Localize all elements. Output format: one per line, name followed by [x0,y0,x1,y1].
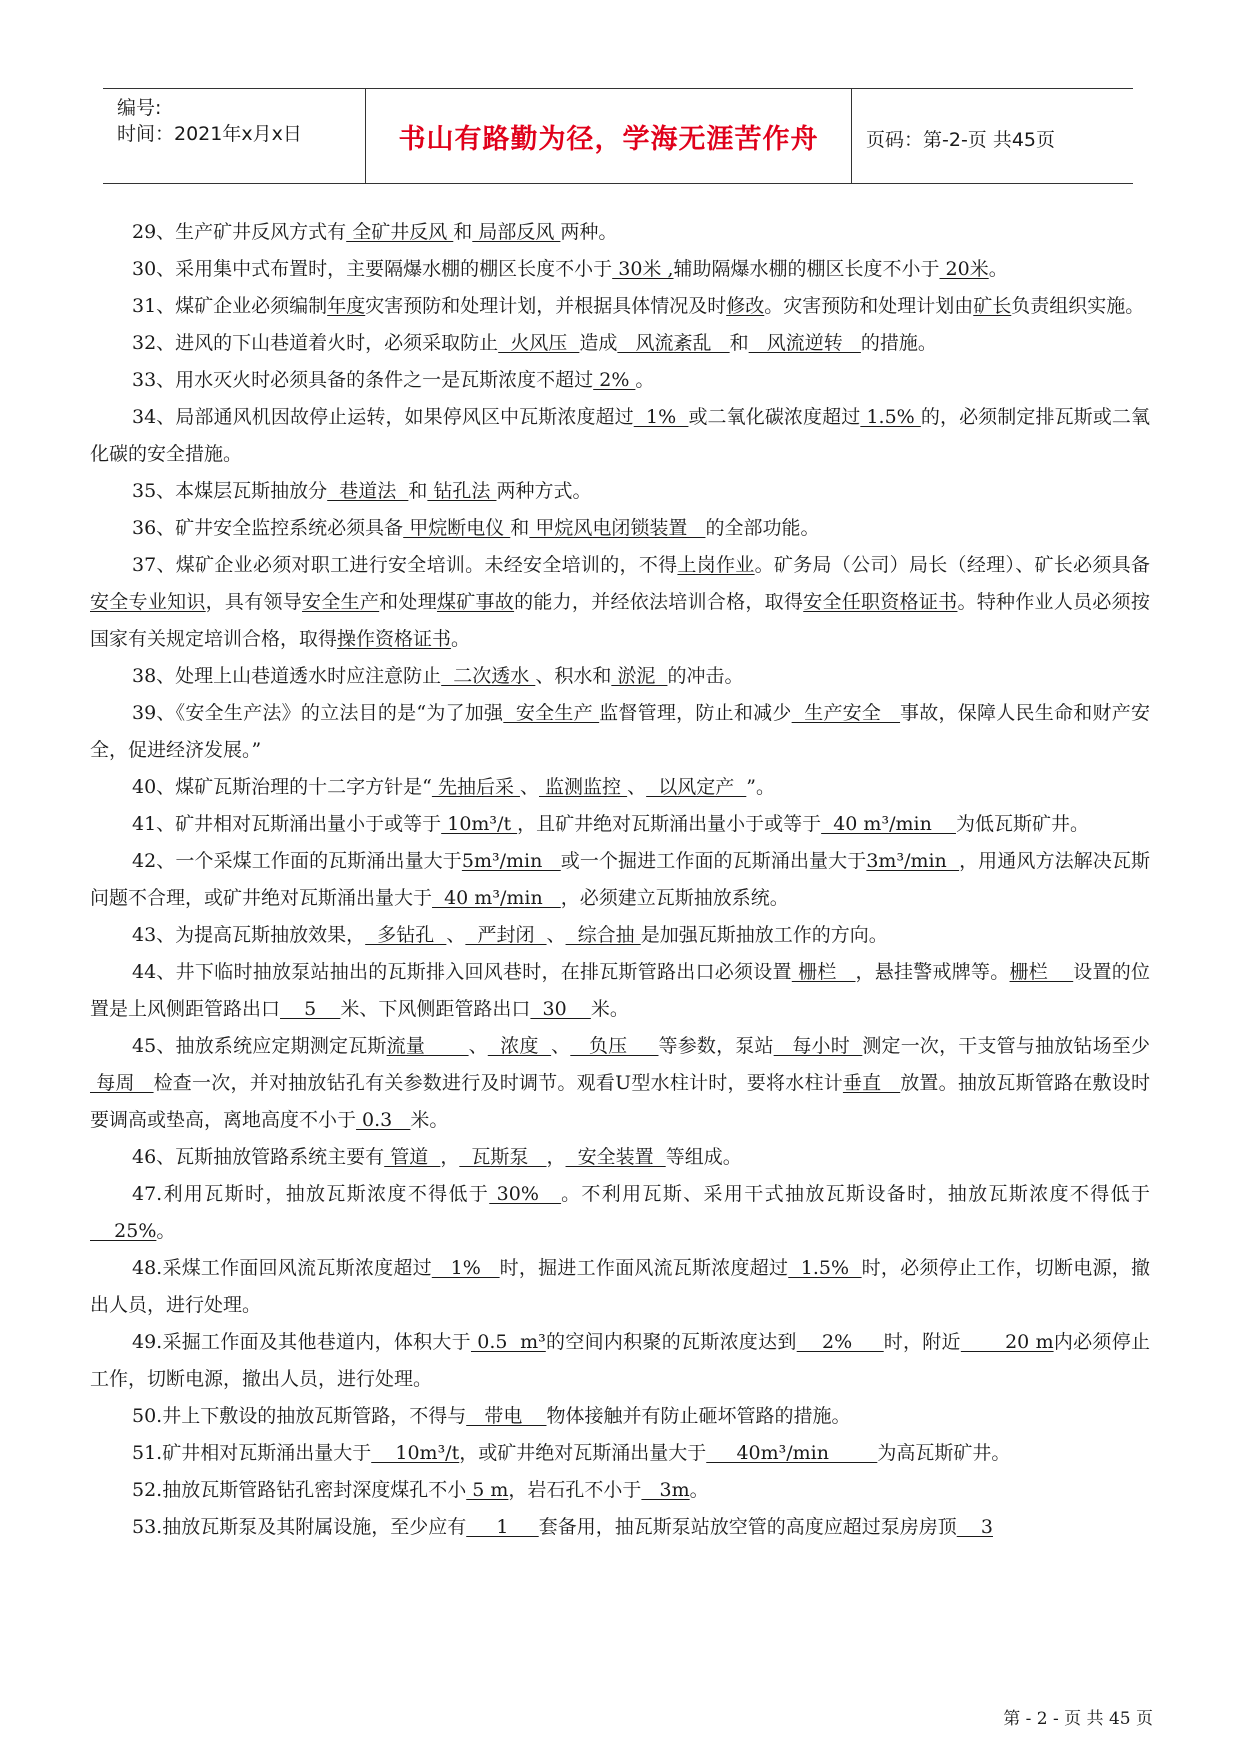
question-item [90,843,1150,917]
question-text: 42、一个采煤工作面的瓦斯涌出量大于 [132,850,462,872]
question-text: 套备用，抽瓦斯泵站放空管的高度应超过泵房房顶 [538,1516,957,1538]
answer-blank: 风流逆转 [748,332,861,354]
header-page-cell [852,89,1133,183]
question-text: 时，必须停止工作，切断电源，撤出人员，进行处理。 [90,1257,1150,1316]
question-text: 。 [689,1479,709,1501]
question-text: 为低瓦斯矿井。 [955,813,1089,835]
question-text: 43、为提高瓦斯抽放效果， [132,924,366,946]
question-text: ”。 [746,776,776,798]
question-text: 的措施。 [860,332,937,354]
question-item [90,1028,1150,1139]
answer-blank: 30% [489,1183,562,1205]
question-text: 37、煤矿企业必须对职工进行安全培训。未经安全培训的，不得 [132,554,678,576]
serial-label: 编号: [117,97,162,119]
question-text: 辅助隔爆水棚的棚区长度不小于 [673,258,940,280]
question-text: 的冲击。 [667,665,744,687]
answer-blank: 局部反风 [472,221,561,243]
answer-blank: 安全任职资格证书 [803,591,958,613]
answer-blank: 40 m³/min [432,887,561,909]
question-text: 、 [520,776,540,798]
answer-blank: 负压 [570,1035,659,1057]
question-text: 或二氧化碳浓度超过 [688,406,861,428]
question-item [90,251,1150,288]
question-text: 。 [156,1220,176,1242]
answer-blank: 垂直 [842,1072,901,1094]
question-text: 52.抽放瓦斯管路钻孔密封深度煤孔不小 [132,1479,467,1501]
question-item [90,1250,1150,1324]
answer-blank: 10m³/t [441,813,518,835]
answer-blank: 1% [633,406,689,428]
answer-blank: 1.5% [860,406,921,428]
question-text: 米、下风侧距管路出口 [340,998,531,1020]
question-item [90,954,1150,1028]
question-text: 48.采煤工作面回风流瓦斯浓度超过 [132,1257,432,1279]
question-text: 的全部功能。 [705,517,820,539]
answer-blank: 甲烷风电闭锁装置 [529,517,706,539]
question-text: 检查一次，并对抽放钻孔有关参数进行及时调节。观看U型水柱计时，要将水柱计 [153,1072,843,1094]
answer-blank: 以风定产 [646,776,747,798]
question-text: 是加强瓦斯抽放工作的方向。 [640,924,888,946]
question-text: 、 [546,924,566,946]
question-text: 两种方式。 [496,480,592,502]
question-text: ， [546,1146,566,1168]
motto: 书山有路勤为径，学海无涯苦作舟 [398,124,819,155]
question-text: 事故，保障人民生命和财产安全，促进经济发展。” [90,702,1150,761]
question-item [90,806,1150,843]
answer-blank: 安全生产 [503,702,600,724]
answer-blank: 淤泥 [611,665,668,687]
answer-blank: 多钻孔 [365,924,447,946]
question-text: 和处理 [379,591,437,613]
question-text: ，悬挂警戒牌等。 [855,961,1010,983]
question-item [90,547,1150,658]
answer-blank: 10m³/t [371,1442,460,1464]
question-text: 29、生产矿井反风方式有 [132,221,347,243]
answer-blank: 生产安全 [791,702,901,724]
answer-blank: 二次透水 [441,665,536,687]
header-info-cell [103,89,366,183]
question-item [90,288,1150,325]
question-text: 等参数，泵站 [658,1035,774,1057]
header-motto-cell [366,89,852,183]
answer-blank: 2% [593,369,636,391]
answer-blank: 综合抽 [565,924,641,946]
answer-blank: 安全装置 [565,1146,666,1168]
question-text: ，岩石孔不小于 [508,1479,642,1501]
question-text: 测定一次，干支管与抽放钻场至少 [862,1035,1150,1057]
question-text: 、 [627,776,647,798]
answer-blank: 管道 [384,1146,441,1168]
question-text: 。灾害预防和处理计划由 [764,295,974,317]
question-item [90,1435,1150,1472]
question-text: 时，掘进工作面风流瓦斯浓度超过 [499,1257,789,1279]
question-text: 和 [510,517,530,539]
answer-blank: 5 [280,998,341,1020]
answer-blank: 风流紊乱 [617,332,730,354]
answer-blank: 火风压 [498,332,580,354]
question-text: 或一个掘进工作面的瓦斯涌出量大于 [560,850,867,872]
question-text: ，或矿井绝对瓦斯涌出量大于 [459,1442,707,1464]
question-text: 灾害预防和处理计划，并根据具体情况及时 [365,295,727,317]
question-text: 米。 [410,1109,449,1131]
answer-blank: 3m³/min [866,850,960,872]
question-text: 等组成。 [665,1146,742,1168]
question-text: 36、矿井安全监控系统必须具备 [132,517,404,539]
answer-blank: 流量 [386,1035,469,1057]
answer-blank: 矿长 [973,295,1012,317]
answer-blank: 30 [530,998,591,1020]
answer-blank: 先抽后采 [431,776,520,798]
question-item [90,1139,1150,1176]
answer-blank: 40 m³/min [821,813,956,835]
question-item [90,362,1150,399]
question-text: ，具有领导 [205,591,303,613]
question-text: ，必须建立瓦斯抽放系统。 [560,887,789,909]
answer-blank: 监测监控 [539,776,628,798]
question-text: 和 [453,221,473,243]
time-label: 时间：2021年x月x日 [117,123,302,145]
question-text: 。 [451,628,471,650]
question-text: 和 [729,332,749,354]
answer-blank: 5 m [466,1479,509,1501]
question-text: 51.矿井相对瓦斯涌出量大于 [132,1442,372,1464]
question-text: 。 [988,258,1008,280]
question-text: ，用通风方法解决瓦斯问题不合理，或矿井绝对瓦斯涌出量大于 [90,850,1150,909]
question-text: 40、煤矿瓦斯治理的十二字方针是“ [132,776,432,798]
answer-blank: 巷道法 [327,480,409,502]
question-text: 米。 [590,998,629,1020]
question-item [90,658,1150,695]
question-text: 41、矿井相对瓦斯涌出量小于或等于 [132,813,442,835]
question-item [90,1509,1150,1546]
page-footer: 第 - 2 - 页 共 45 页 [1003,1709,1153,1729]
question-item [90,473,1150,510]
question-item [90,1472,1150,1509]
question-item [90,399,1150,473]
question-text: 的，必须制定排瓦斯或二氧化碳的安全措施。 [90,406,1150,465]
answer-blank: 栅栏 [791,961,856,983]
question-text: 为高瓦斯矿井。 [877,1442,1011,1464]
question-text: 38、处理上山巷道透水时应注意防止 [132,665,442,687]
answer-blank: 30米 , [612,258,674,280]
question-text: 50.井上下敷设的抽放瓦斯管路，不得与 [132,1405,467,1427]
answer-blank: 操作资格证书 [337,628,452,650]
question-text: 33、用水灭火时必须具备的条件之一是瓦斯浓度不超过 [132,369,594,391]
question-text: 造成 [579,332,618,354]
question-text: 的能力，并经依法培训合格，取得 [514,591,804,613]
question-text: 31、煤矿企业必须编制 [132,295,328,317]
question-text: ，且矿井绝对瓦斯涌出量小于或等于 [517,813,822,835]
question-text: 。特种作业人员必须按国家有关规定培训合格，取得 [90,591,1150,650]
answer-blank: 安全专业知识 [90,591,206,613]
answer-blank: 1 [466,1516,539,1538]
question-text: 45、抽放系统应定期测定瓦斯 [132,1035,387,1057]
question-text: 、 [446,924,466,946]
question-text: 。不利用瓦斯、采用干式抽放瓦斯设备时，抽放瓦斯浓度不得低于 [561,1183,1150,1205]
answer-blank: 3 [956,1516,993,1538]
answer-blank: 每周 [90,1072,154,1094]
question-text: 内必须停止工作，切断电源，撤出人员，进行处理。 [90,1331,1150,1390]
question-text: 35、本煤层瓦斯抽放分 [132,480,328,502]
question-item [90,917,1150,954]
answer-blank: 3m [641,1479,690,1501]
question-text: 39、《安全生产法》的立法目的是“为了加强 [132,702,504,724]
question-text: 53.抽放瓦斯泵及其附属设施，至少应有 [132,1516,467,1538]
answer-blank: 20米 [939,258,989,280]
answer-blank: 每小时 [773,1035,863,1057]
question-item [90,769,1150,806]
answer-blank: 1% [431,1257,500,1279]
answer-blank: 25% [90,1220,157,1242]
question-text: 30、采用集中式布置时，主要隔爆水棚的棚区长度不小于 [132,258,613,280]
answer-blank: 20 m [960,1331,1054,1353]
answer-blank: 甲烷断电仪 [403,517,511,539]
question-item [90,695,1150,769]
question-text: 物体接触并有防止砸坏管路的措施。 [546,1405,851,1427]
answer-blank: 修改 [726,295,765,317]
question-text: 监督管理，防止和减少 [599,702,792,724]
question-text: 两种。 [560,221,618,243]
question-item [90,325,1150,362]
question-text: 设置的位置是上风侧距管路出口 [90,961,1150,1020]
question-text: 32、进风的下山巷道着火时，必须采取防止 [132,332,499,354]
answer-blank: 1.5% [788,1257,862,1279]
question-item [90,1324,1150,1398]
answer-blank: 栅栏 [1009,961,1074,983]
question-item [90,510,1150,547]
page-code: 页码：第-2-页 共45页 [866,129,1056,151]
question-text: 、 [468,1035,488,1057]
question-text: 46、瓦斯抽放管路系统主要有 [132,1146,385,1168]
answer-blank: 5m³/min [461,850,561,872]
question-text: 47.利用瓦斯时，抽放瓦斯浓度不得低于 [132,1183,490,1205]
answer-blank: 全矿井反风 [346,221,454,243]
answer-blank: 安全生产 [302,591,380,613]
answer-blank: 钻孔法 [427,480,497,502]
answer-blank: 40m³/min [706,1442,878,1464]
answer-blank: 严封闭 [465,924,547,946]
question-text: 时，附近 [883,1331,961,1353]
question-item [90,1176,1150,1250]
answer-blank: 年度 [327,295,366,317]
answer-blank: 瓦斯泵 [459,1146,547,1168]
question-text: 34、局部通风机因故停止运转，如果停风区中瓦斯浓度超过 [132,406,634,428]
answer-blank: 带电 [466,1405,547,1427]
question-text: 44、井下临时抽放泵站抽出的瓦斯排入回风巷时，在排瓦斯管路出口必须设置 [132,961,792,983]
question-text: 。矿务局（公司）局长（经理）、矿长必须具备 [754,554,1150,576]
question-text: 49.采掘工作面及其他巷道内，体积大于 [132,1331,471,1353]
answer-blank: 煤矿事故 [436,591,515,613]
question-item [90,1398,1150,1435]
question-text: 放置。抽放瓦斯管路在敷设时要调高或垫高，离地高度不小于 [90,1072,1150,1131]
answer-blank: 0.5 m³ [470,1331,546,1353]
question-text: 的空间内积聚的瓦斯浓度达到 [545,1331,797,1353]
answer-blank: 上岗作业 [677,554,755,576]
answer-blank: 浓度 [487,1035,552,1057]
answer-blank: 0.3 [356,1109,411,1131]
question-text: 。 [635,369,655,391]
document-header [103,88,1133,184]
question-text: 、积水和 [535,665,612,687]
question-text: ， [440,1146,460,1168]
question-item [90,214,1150,251]
answer-blank: 2% [796,1331,884,1353]
question-text: 负责组织实施。 [1011,295,1145,317]
question-text: 、 [551,1035,571,1057]
question-list [90,214,1150,1546]
question-text: 和 [408,480,428,502]
